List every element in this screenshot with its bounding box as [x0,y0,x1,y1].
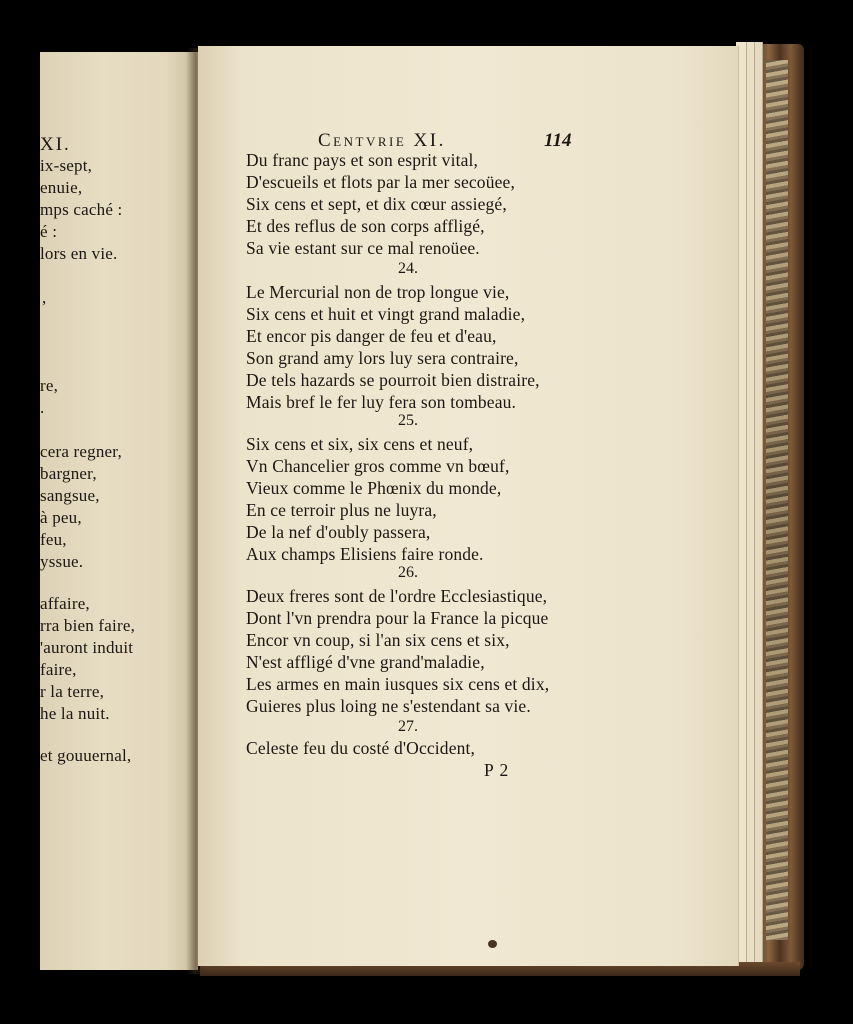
stanza-number: 25. [398,412,418,429]
left-page [40,52,198,970]
right-page [198,46,738,966]
stanza-number: 26. [398,564,418,581]
verse-line: De tels hazards se pourroit bien distraire, [246,370,540,390]
left-page-line: ix-sept, [40,156,93,175]
left-page-line: lors en vie. [40,244,118,263]
left-page-line: cera regner, [40,442,122,461]
verse-line: De la nef d'oubly passera, [246,522,431,542]
left-page-line: . [40,398,45,417]
left-page-line: re, [40,376,59,395]
verse-line: D'escueils et flots par la mer secoüee, [246,172,515,192]
verse-line: Vieux comme le Phœnix du monde, [246,478,502,498]
left-page-line: affaire, [40,594,90,613]
left-page-line: r la terre, [40,682,105,701]
left-page-line: rra bien faire, [40,616,136,635]
left-page-line: à peu, [40,508,82,527]
left-page-line: faire, [40,660,77,679]
verse-line: Guieres plus loing ne s'estendant sa vie. [246,696,531,716]
left-page-line: bargner, [40,464,97,483]
stanza-number: 27. [398,718,418,735]
verse-line: Vn Chancelier gros comme vn bœuf, [246,456,510,476]
running-header-title: Centvrie XI. [318,130,446,151]
verse-line: Le Mercurial non de trop longue vie, [246,282,510,302]
verse-line: Six cens et sept, et dix cœur assiegé, [246,194,507,214]
signature-mark: P 2 [484,760,510,780]
verse-line: Celeste feu du costé d'Occident, [246,738,476,758]
verse-line: Deux freres sont de l'ordre Ecclesiastique, [246,586,548,606]
left-page-line: mps caché : [40,200,123,219]
left-page-line: 'auront induit [40,638,134,657]
left-page-line: he la nuit. [40,704,110,723]
verse-line: Aux champs Elisiens faire ronde. [246,544,484,564]
verse-line: Du franc pays et son esprit vital, [246,150,479,170]
left-page-line: , [42,288,47,307]
verse-line: Sa vie estant sur ce mal renoüee. [246,238,480,258]
marbled-fore-edge [766,60,788,940]
left-page-line: feu, [40,530,67,549]
verse-line: N'est affligé d'vne grand'maladie, [246,652,485,672]
verse-line: Les armes en main iusques six cens et dix, [246,674,550,694]
page-number: 114 [544,130,572,151]
verse-line: Et des reflus de son corps affligé, [246,216,485,236]
verse-line: Encor vn coup, si l'an six cens et six, [246,630,510,650]
left-page-line: XI. [40,134,71,155]
left-page-line: et gouuernal, [40,746,132,765]
verse-line: Mais bref le fer luy fera son tombeau. [246,392,517,412]
stanza-number: 24. [398,260,418,277]
verse-line: Dont l'vn prendra pour la France la picque [246,608,549,628]
verse-line: Six cens et huit et vingt grand maladie, [246,304,526,324]
verse-line: Son grand amy lors luy sera contraire, [246,348,519,368]
left-page-line: yssue. [40,552,84,571]
left-page-line: sangsue, [40,486,100,505]
verse-line: En ce terroir plus ne luyra, [246,500,437,520]
verse-line: Six cens et six, six cens et neuf, [246,434,474,454]
left-page-line: enuie, [40,178,83,197]
verse-line: Et encor pis danger de feu et d'eau, [246,326,497,346]
left-page-line: é : [40,222,58,241]
paper-spot [488,940,497,948]
